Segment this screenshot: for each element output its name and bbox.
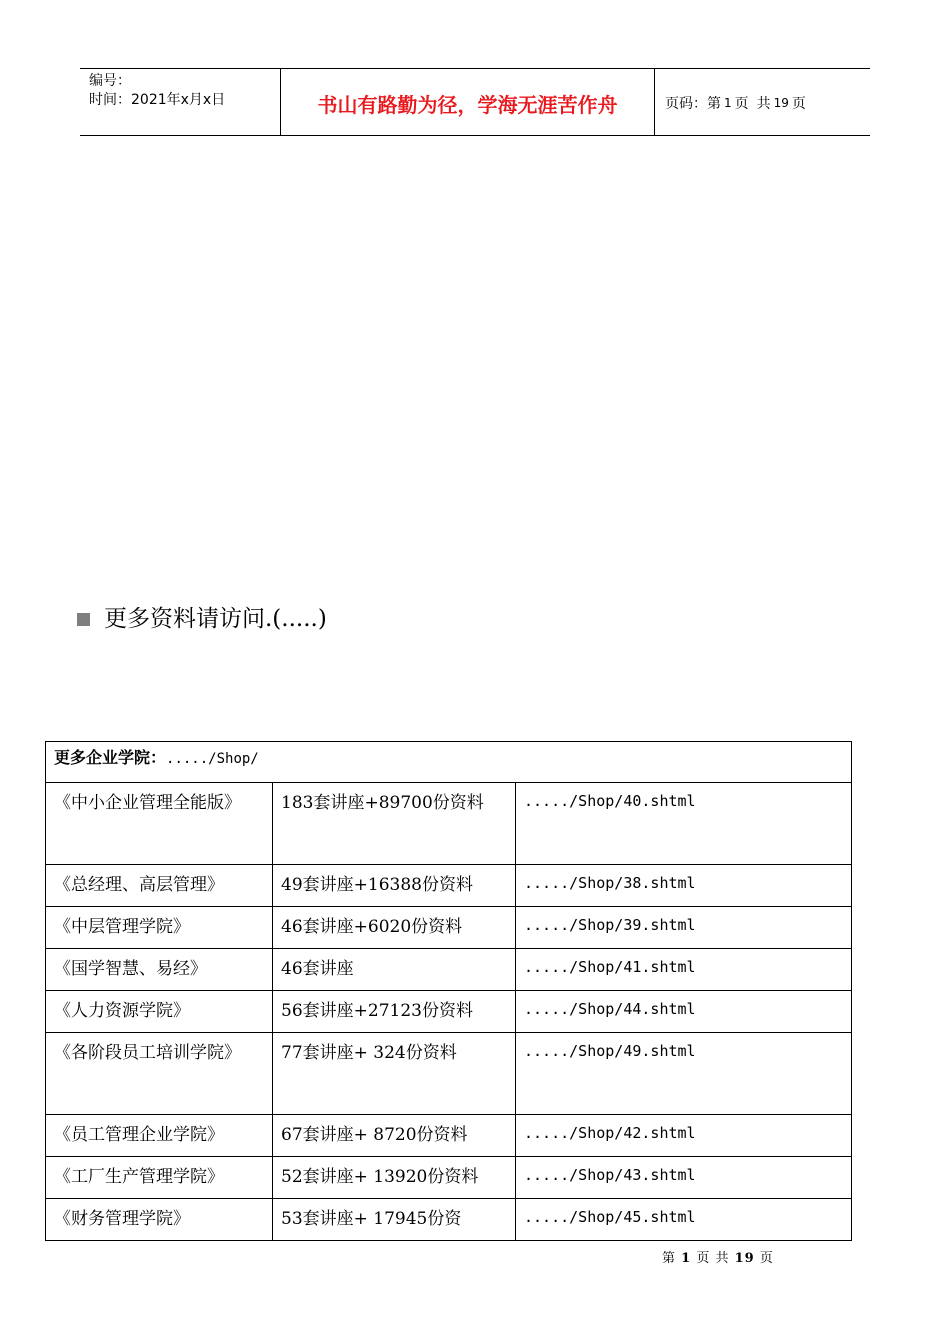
row-name: 《中层管理学院》 <box>46 907 273 949</box>
more-info-text[interactable]: 更多资料请访问.(.....) <box>104 606 327 632</box>
header-meta <box>80 69 281 135</box>
row-url[interactable]: ...../Shop/45.shtml <box>516 1199 852 1241</box>
table-row <box>46 1157 852 1199</box>
row-count: 46套讲座+6020份资料 <box>273 907 516 949</box>
shop-table <box>45 741 852 1241</box>
table-row <box>46 991 852 1033</box>
footer-mid: 页 共 <box>696 1251 730 1266</box>
row-url[interactable]: ...../Shop/41.shtml <box>516 949 852 991</box>
page-total: 19 <box>773 96 789 110</box>
table-title-url[interactable]: ...../Shop/ <box>166 751 259 767</box>
row-count: 53套讲座+ 17945份资 <box>273 1199 516 1241</box>
row-name: 《人力资源学院》 <box>46 991 273 1033</box>
page-mid: 页 <box>734 96 749 112</box>
table-row <box>46 949 852 991</box>
row-count: 77套讲座+ 324份资料 <box>273 1033 516 1115</box>
row-count: 183套讲座+89700份资料 <box>273 783 516 865</box>
header-motto: 书山有路勤为径，学海无涯苦作舟 <box>281 69 655 135</box>
row-count: 52套讲座+ 13920份资料 <box>273 1157 516 1199</box>
table-row <box>46 907 852 949</box>
footer-total: 19 <box>734 1251 755 1266</box>
page-total-prefix: 共 <box>756 96 771 112</box>
row-url[interactable]: ...../Shop/40.shtml <box>516 783 852 865</box>
row-name: 《员工管理企业学院》 <box>46 1115 273 1157</box>
row-url[interactable]: ...../Shop/42.shtml <box>516 1115 852 1157</box>
row-url[interactable]: ...../Shop/49.shtml <box>516 1033 852 1115</box>
footer-suffix: 页 <box>759 1251 774 1266</box>
row-count: 67套讲座+ 8720份资料 <box>273 1115 516 1157</box>
header-page-info <box>655 69 870 135</box>
row-count: 56套讲座+27123份资料 <box>273 991 516 1033</box>
row-name: 《各阶段员工培训学院》 <box>46 1033 273 1115</box>
time-label: 时间：2021年x月x日 <box>89 92 226 108</box>
table-row <box>46 1115 852 1157</box>
footer-prefix: 第 <box>662 1251 677 1266</box>
page-prefix: 页码：第 <box>665 96 721 112</box>
number-label: 编号： <box>89 73 131 89</box>
more-info-line <box>77 604 327 634</box>
table-row <box>46 1033 852 1115</box>
page-suffix: 页 <box>791 96 806 112</box>
row-url[interactable]: ...../Shop/44.shtml <box>516 991 852 1033</box>
row-name: 《财务管理学院》 <box>46 1199 273 1241</box>
row-count: 49套讲座+16388份资料 <box>273 865 516 907</box>
row-name: 《总经理、高层管理》 <box>46 865 273 907</box>
page-header <box>80 68 870 136</box>
footer-current: 1 <box>681 1251 692 1266</box>
row-name: 《工厂生产管理学院》 <box>46 1157 273 1199</box>
table-row <box>46 865 852 907</box>
row-url[interactable]: ...../Shop/38.shtml <box>516 865 852 907</box>
table-title <box>46 742 852 783</box>
row-name: 《国学智慧、易经》 <box>46 949 273 991</box>
page-current: 1 <box>724 96 732 110</box>
row-url[interactable]: ...../Shop/39.shtml <box>516 907 852 949</box>
table-title-label: 更多企业学院： <box>54 748 167 767</box>
page-footer <box>662 1247 774 1266</box>
table-row <box>46 783 852 865</box>
row-count: 46套讲座 <box>273 949 516 991</box>
square-bullet-icon <box>77 613 90 626</box>
table-row <box>46 1199 852 1241</box>
row-url[interactable]: ...../Shop/43.shtml <box>516 1157 852 1199</box>
row-name: 《中小企业管理全能版》 <box>46 783 273 865</box>
